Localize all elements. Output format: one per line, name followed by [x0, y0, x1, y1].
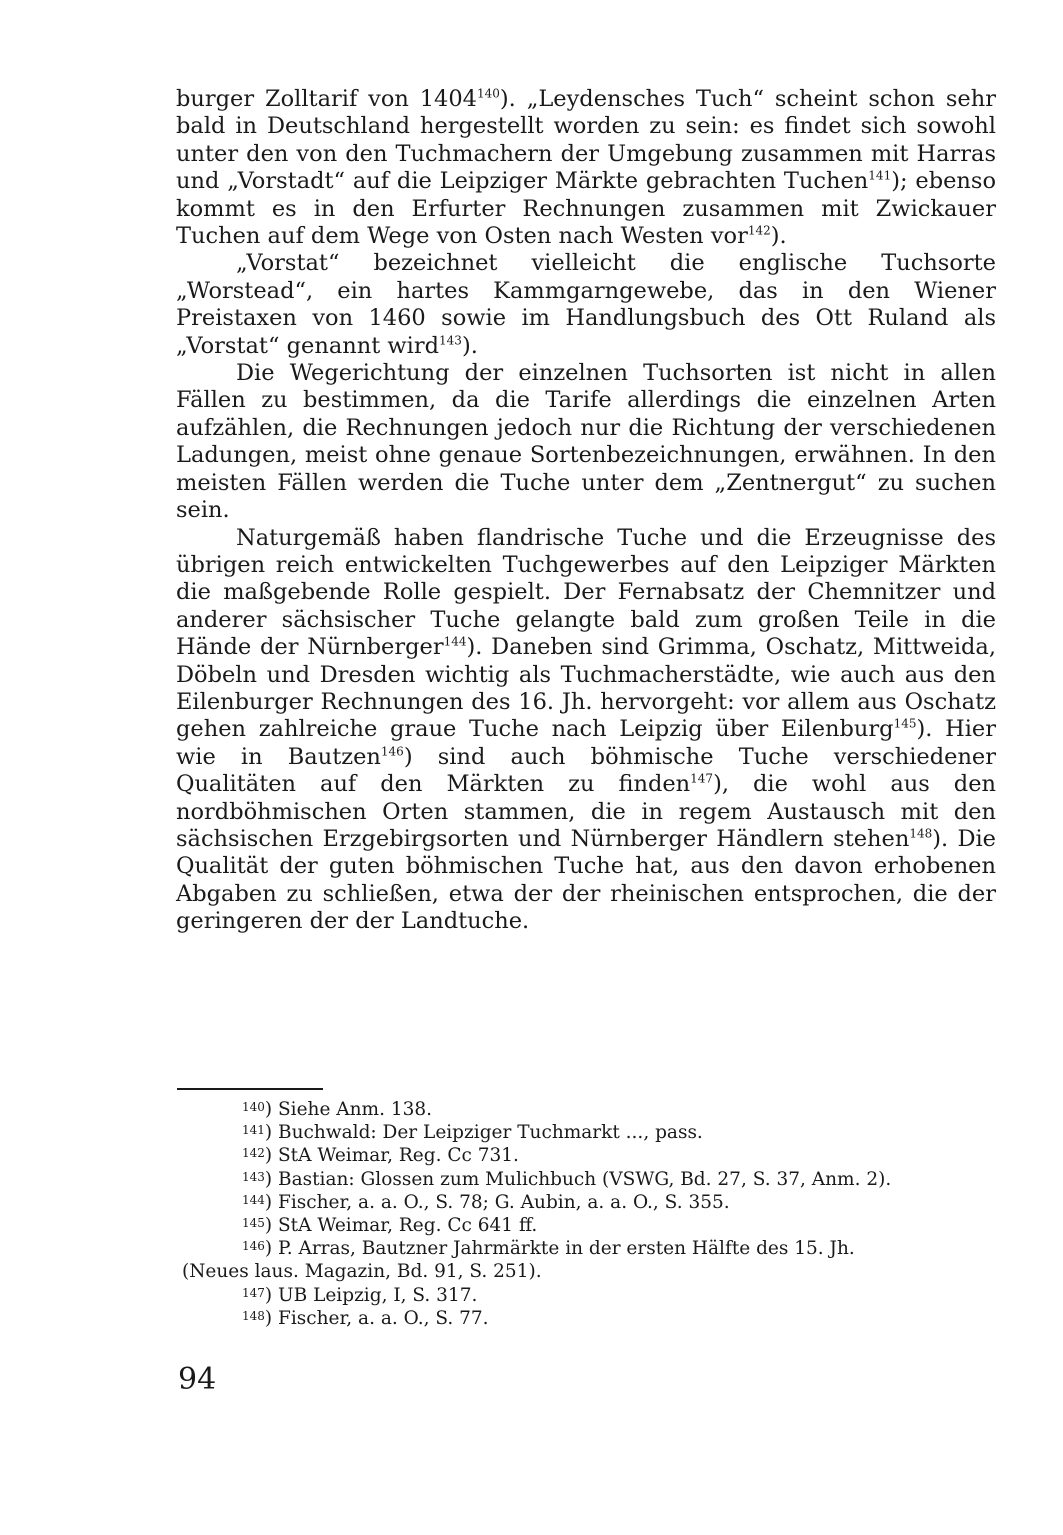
footnote-text: ) StA Weimar, Reg. Cc 641 ff.: [264, 1215, 538, 1237]
footnote-140: 140) Siehe Anm. 138.: [242, 1099, 433, 1120]
footnote-ref-140[interactable]: 140: [477, 86, 500, 101]
footnote-141: 141) Buchwald: Der Leipziger Tuchmarkt ..., pass.: [242, 1122, 703, 1144]
footnote-text: ) Bastian: Glossen zum Mulichbuch (VSWG, Bd. 27, S. 37, Anm. 2).: [264, 1168, 892, 1190]
footnote-142: 142) StA Weimar, Reg. Cc 731.: [242, 1145, 519, 1167]
text-run: burger Zolltarif von 1404: [176, 86, 477, 112]
footnote-text: ) StA Weimar, Reg. Cc 731.: [264, 1145, 519, 1167]
text-run: ) sind auch böhmische Tuche verschiedener Qualitäten auf den Märkten zu finden: [176, 743, 997, 798]
text-run: ). Die Qualität der guten böhmischen Tuche hat, aus den davon erhobenen Abgaben zu schließen, etwa der der rheinischen entsprochen, die der geringeren der der Landtuche.: [176, 825, 996, 935]
footnote-ref-147[interactable]: 147: [690, 771, 714, 786]
text-run: ); ebenso kommt es in den Erfurter Rechnungen zusammen mit Zwickauer Tuchen auf dem Wege von Osten nach Westen vor: [176, 168, 996, 250]
footnote-text: ) Fischer, a. a. O., S. 77.: [264, 1307, 489, 1329]
footnote-text: ) Fischer, a. a. O., S. 78; G. Aubin, a. a. O., S. 355.: [264, 1191, 730, 1213]
text-run: ). „Leydensches Tuch“ scheint schon sehr bald in Deutschland hergestellt worden zu sein: es findet sich sowohl unter den von den Tuchmachern der Umgebung zusammen mit Harras und „Vorstadt“ auf die Leipziger Märkte gebrachten Tuchen: [176, 86, 996, 195]
text-run: ).: [770, 223, 787, 250]
text-run: Naturgemäß haben flandrische Tuche und die Erzeugnisse des übrigen reich entwickelten Tuchgewerbes auf den Leipziger Märkten die maßgebende Rolle gespielt. Der Fernabsatz der Chemnitzer und anderer sächsischer Tuche gelangte bald zum großen Teile in die Hände der Nürnberger: [176, 524, 996, 661]
footnotes: [182, 1098, 1002, 1330]
footnote-text: ) P. Arras, Bautzner Jahrmärkte in der ersten Hälfte des 15. Jh.: [264, 1238, 855, 1260]
footnote-ref-141[interactable]: 141: [868, 168, 892, 183]
text-run: ). Daneben sind Grimma, Oschatz, Mittweida, Döbeln und Dresden wichtig als Tuchmacherstädte, wie auch aus den Eilenburger Rechnungen des 16. Jh. hervorgeht: vor allem aus Oschatz gehen zahlreiche graue Tuche nach Leipzig über Eilenburg: [176, 634, 996, 743]
paragraph-3: [176, 360, 996, 524]
footnote-text: ) UB Leipzig, I, S. 317.: [264, 1284, 478, 1306]
main-text: [176, 86, 996, 936]
paragraph-1: [176, 86, 996, 250]
footnote-ref-143[interactable]: 143: [439, 333, 462, 348]
text-run: ).: [461, 332, 478, 359]
footnote-ref-148[interactable]: 148: [909, 826, 933, 841]
footnote-147: 147) UB Leipzig, I, S. 317.: [242, 1284, 478, 1306]
paragraph-2: [176, 250, 996, 360]
text-run: ). Hier wie in Bautzen: [176, 716, 996, 770]
footnote-ref-145[interactable]: 145: [893, 716, 917, 731]
paragraph-4: [176, 525, 996, 936]
footnote-divider: [177, 1088, 323, 1090]
footnote-143: 143) Bastian: Glossen zum Mulichbuch (VSWG, Bd. 27, S. 37, Anm. 2).: [242, 1168, 892, 1190]
footnote-text: ) Siehe Anm. 138.: [264, 1099, 433, 1120]
footnote-ref-146[interactable]: 146: [380, 744, 404, 759]
footnote-ref-144[interactable]: 144: [443, 634, 467, 649]
footnote-text: ) Buchwald: Der Leipziger Tuchmarkt ..., pass.: [264, 1122, 703, 1144]
text-run: ), die wohl aus den nordböhmischen Orten stammen, die in regem Austausch mit den sächsischen Erzgebirgsorten und Nürnberger Händlern stehen: [176, 771, 996, 852]
footnote-ref-142[interactable]: 142: [747, 223, 771, 238]
footnote-144: 144) Fischer, a. a. O., S. 78; G. Aubin, a. a. O., S. 355.: [242, 1191, 730, 1213]
text-run: „Vorstat“ bezeichnet vielleicht die englische Tuchsorte „Worstead“, ein hartes Kammgarngewebe, das in den Wiener Preistaxen von 1460 sowie im Handlungsbuch des Ott Ruland als „Vorstat“ genannt wird: [176, 250, 996, 359]
footnote-145: 145) StA Weimar, Reg. Cc 641 ff.: [242, 1215, 538, 1237]
footnote-146: 146) P. Arras, Bautzner Jahrmärkte in der ersten Hälfte des 15. Jh. (Neues laus. Magazin, Bd. 91, S. 251).: [182, 1237, 1002, 1283]
text-run: Die Wegerichtung der einzelnen Tuchsorten ist nicht in allen Fällen zu bestimmen, da die Tarife allerdings die einzelnen Arten aufzählen, die Rechnungen jedoch nur die Richtung der verschiedenen Ladungen, meist ohne genaue Sortenbezeichnungen, erwähnen. In den meisten Fällen werden die Tuche unter dem „Zentnergut“ zu suchen sein.: [176, 360, 996, 524]
page-number: 94: [178, 1362, 217, 1397]
footnote-continuation: (Neues laus. Magazin, Bd. 91, S. 251).: [182, 1261, 542, 1283]
footnote-148: 148) Fischer, a. a. O., S. 77.: [242, 1307, 489, 1329]
